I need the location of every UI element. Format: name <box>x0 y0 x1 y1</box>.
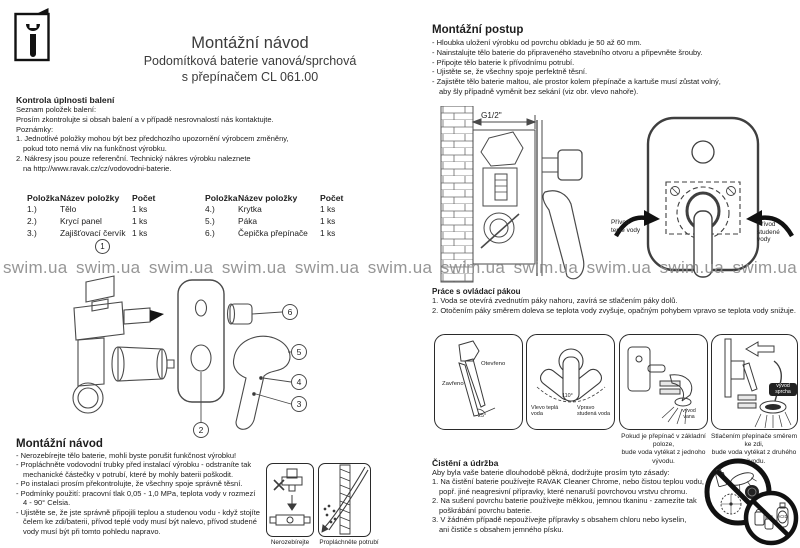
text-line: 4 - 90° Celsia. <box>23 498 71 508</box>
cell: 1 ks <box>132 216 148 227</box>
bath-outlet-tag: vývod vana <box>682 408 696 420</box>
prohibition-icons <box>700 455 800 548</box>
watermark: swim.ua <box>732 258 797 277</box>
col-qty: Počet <box>320 193 344 203</box>
col-qty: Počet <box>132 193 156 203</box>
text-line: 2. Otočením páky směrem doleva se teplota vody zvyšuje, opačným pohybem vpravo se teplota vody snižuje. <box>432 305 796 315</box>
page-subtitle-1: Podomítková baterie vanová/sprchová <box>143 54 357 68</box>
cell: Páka <box>238 216 258 227</box>
cell: Krycí panel <box>60 216 102 227</box>
col-name: Název položky <box>238 193 298 203</box>
text-line: 2. Na sušení povrchu baterie používejte měkkou, jemnou tkaninu - zamezíte tak <box>432 496 697 506</box>
text-line: - Podmínky použití: pracovní tlak 0,05 - 1,0 MPa, teplota vody v rozmezí <box>16 488 256 498</box>
callout-5: 5 <box>296 347 302 357</box>
table-header-row <box>205 192 354 204</box>
exploded-parts-drawing <box>58 272 308 442</box>
col-item: Položka <box>205 193 238 203</box>
montazni-navod-heading: Montážní návod <box>16 438 103 450</box>
text-line: - Připojte tělo baterie k přívodnímu potrubí. <box>432 57 575 67</box>
text-line: - Hloubka uložení výrobku od povrchu obkladu je 50 až 60 mm. <box>432 38 642 47</box>
text-line: - Ujistěte se, že všechny spoje perfektně těsní. <box>432 67 588 77</box>
flush-pipes-caption: Propláchněte potrubí <box>319 539 379 546</box>
cap-drawing <box>228 304 253 324</box>
pipe-thread-dimension-label: G1/2" <box>481 111 502 120</box>
section-montazni-postup <box>432 24 798 97</box>
cold-water-label: Přívod studené vody <box>757 221 780 244</box>
acid-label: ACID <box>777 514 788 519</box>
text-line: - Propláchněte vodovodní trubky před instalací výrobku - odstraníte tak <box>16 460 252 470</box>
text-line: vody musí být při tomto pohledu napravo. <box>23 526 161 536</box>
angle-25-label: 25° <box>478 413 487 419</box>
callout-1: 1 <box>95 239 110 254</box>
manual-url: na http://www.ravak.cz/cz/vodovodni-baterie. <box>23 163 172 173</box>
text-line: pokud toto nemá vliv na funkčnost výrobku. <box>23 144 167 153</box>
cell: 1 ks <box>320 216 336 227</box>
page-subtitle-2: s přepínačem CL 061.00 <box>181 70 319 85</box>
text-line: aby šly případně vyměnit bez sekání (viz obr. vlevo nahoře). <box>439 86 639 96</box>
text-line: 1. Na čistění baterie používejte RAVAK Cleaner Chrome, nebo čistou teplou vodu, <box>432 477 704 487</box>
table-row <box>27 228 166 240</box>
cell: Zajišťovací červík <box>60 228 126 239</box>
lever-rotation-diagram <box>526 334 615 430</box>
page-title: Montážní návod <box>191 34 309 52</box>
text-line: - Po instalaci prosím překontrolujte, že všechny spoje správně těsní. <box>16 479 243 489</box>
callout-3: 3 <box>296 399 302 409</box>
table-row <box>205 204 354 216</box>
caption-line: Pokud je přepínač v základní poloze, <box>621 433 706 449</box>
callout-6: 6 <box>287 307 293 317</box>
callout-leaders <box>201 312 291 423</box>
section-kontrola <box>16 95 426 173</box>
caption-line: bude voda vytékat z druhého vývodu. <box>711 449 797 465</box>
text-line: čelem ke zdi/baterii, přívod teplé vody musí být nalevo, přívod studené <box>23 517 257 527</box>
text-line: Aby byla vaše baterie dlouhodobě pěkná, dodržujte prosím tyto zásady: <box>432 468 670 477</box>
cell: 1 ks <box>132 204 148 215</box>
section-prace <box>432 287 798 316</box>
watermark: swim.ua <box>367 258 433 277</box>
text-line: Poznámky: <box>16 124 54 134</box>
table-row <box>205 228 354 240</box>
cell: 6.) <box>205 228 215 239</box>
col-name: Název položky <box>60 193 120 203</box>
text-line: 1. Jednotlivé položky mohou být bez předchozího upozornění výrobcem změněny, <box>16 134 289 144</box>
mixer-body-drawing <box>73 276 174 413</box>
col-item: Položka <box>27 193 60 203</box>
postup-heading: Montážní postup <box>432 24 524 36</box>
caption-line: bude voda vytékat z jednoho vývodu. <box>621 449 706 465</box>
shower-outlet-tag: vývod sprcha <box>769 383 797 396</box>
text-line: 3. V žádném případě nepoužívejte přípravky s obsahem chloru nebo kyselin, <box>432 515 687 525</box>
open-label: Otevřeno <box>481 361 506 367</box>
left-hot-label: Vlevo teplá voda <box>531 405 559 418</box>
callout-circles <box>194 305 307 438</box>
section-montazni-navod <box>16 438 286 536</box>
right-cold-label: Vpravo studená voda <box>577 405 611 418</box>
callout-2: 2 <box>198 425 204 435</box>
text-line: - Ujistěte se, že jste správně připojili teplou a studenou vodu - když stojíte <box>16 507 260 517</box>
text-line: popř. jiné neagresivní přípravky, které nenaruší povrchovou vrstvu chromu. <box>439 486 688 496</box>
parts-table-left <box>27 192 166 240</box>
wall-section-drawing <box>437 106 587 284</box>
caption-line: Stlačením přepínače směrem ke zdi, <box>710 433 798 449</box>
text-line: - Zajistěte tělo baterie maltou, ale prostor kolem přepínače a kartuše musí zůstat volný, <box>432 77 721 86</box>
bath-outlet-diagram <box>619 334 708 430</box>
table-row <box>27 216 166 228</box>
text-line: - Nainstalujte tělo baterie do připraveného stavebního otvoru a připevněte šrouby. <box>432 47 703 57</box>
cell: Tělo <box>60 204 77 215</box>
watermark: swim.ua <box>659 258 725 277</box>
text-line: - Nerozebírejte tělo baterie, mohli byste porušit funkčnost výrobku! <box>16 451 237 460</box>
text-line: 1. Voda se otevírá zvednutím páky nahoru, zavírá se stlačením páky dolů. <box>432 296 678 305</box>
cell: 4.) <box>205 204 215 215</box>
lever-open-close-diagram <box>434 334 523 430</box>
hot-water-label: Přívod teplé vody <box>611 219 641 234</box>
cell: 1 ks <box>320 228 336 239</box>
panel-front-drawing <box>608 112 800 284</box>
text-line: poškrábání povrchu baterie. <box>439 505 532 515</box>
cell: 5.) <box>205 216 215 227</box>
text-line: ani čističe s obsahem jemného písku. <box>439 524 564 534</box>
prace-heading: Práce s ovládací pákou <box>432 287 521 296</box>
table-row <box>27 204 166 216</box>
closed-label: Zavřeno <box>442 381 464 387</box>
watermark: swim.ua <box>148 258 214 277</box>
flush-pipes-icon <box>318 463 371 537</box>
table-row <box>205 216 354 228</box>
watermark: swim.ua <box>75 258 141 277</box>
angle-110-label: 110° <box>562 393 573 399</box>
cell: 1 ks <box>132 228 148 239</box>
callout-4: 4 <box>296 377 302 387</box>
parts-table-right <box>205 192 354 240</box>
watermark: swim.ua <box>221 258 287 277</box>
cell: 1.) <box>27 204 37 215</box>
kontrola-heading: Kontrola úplnosti balení <box>16 95 115 105</box>
text-line: mechanické částečky v potrubí, které by mohly baterii poškodit. <box>23 469 234 479</box>
section-cisteni <box>432 458 702 534</box>
watermark: swim.ua <box>3 258 68 277</box>
cell: 1 ks <box>320 204 336 215</box>
text-line: Prosím zkontrolujte si obsah balení a v případě nesrovnalostí nás kontaktujte. <box>16 114 274 124</box>
cell: 3.) <box>27 228 37 239</box>
cell: Krytka <box>238 204 262 215</box>
cisteni-heading: Čistění a údržba <box>432 458 499 468</box>
watermark: swim.ua <box>513 258 579 277</box>
cell: Čepička přepínače <box>238 228 308 239</box>
watermark: swim.ua <box>440 258 506 277</box>
text-line: Seznam položek balení: <box>16 105 97 114</box>
watermark: swim.ua <box>586 258 652 277</box>
cell: 2.) <box>27 216 37 227</box>
do-not-disassemble-caption: Nerozebírejte <box>270 539 310 546</box>
title-block <box>35 34 465 86</box>
lever-drawing <box>234 336 291 429</box>
table-header-row <box>27 192 166 204</box>
do-not-disassemble-icon <box>266 463 314 537</box>
shower-outlet-diagram <box>711 334 798 430</box>
watermark: swim.ua <box>294 258 360 277</box>
text-line: 2. Nákresy jsou pouze referenční. Technický nákres výrobku naleznete <box>16 153 251 163</box>
